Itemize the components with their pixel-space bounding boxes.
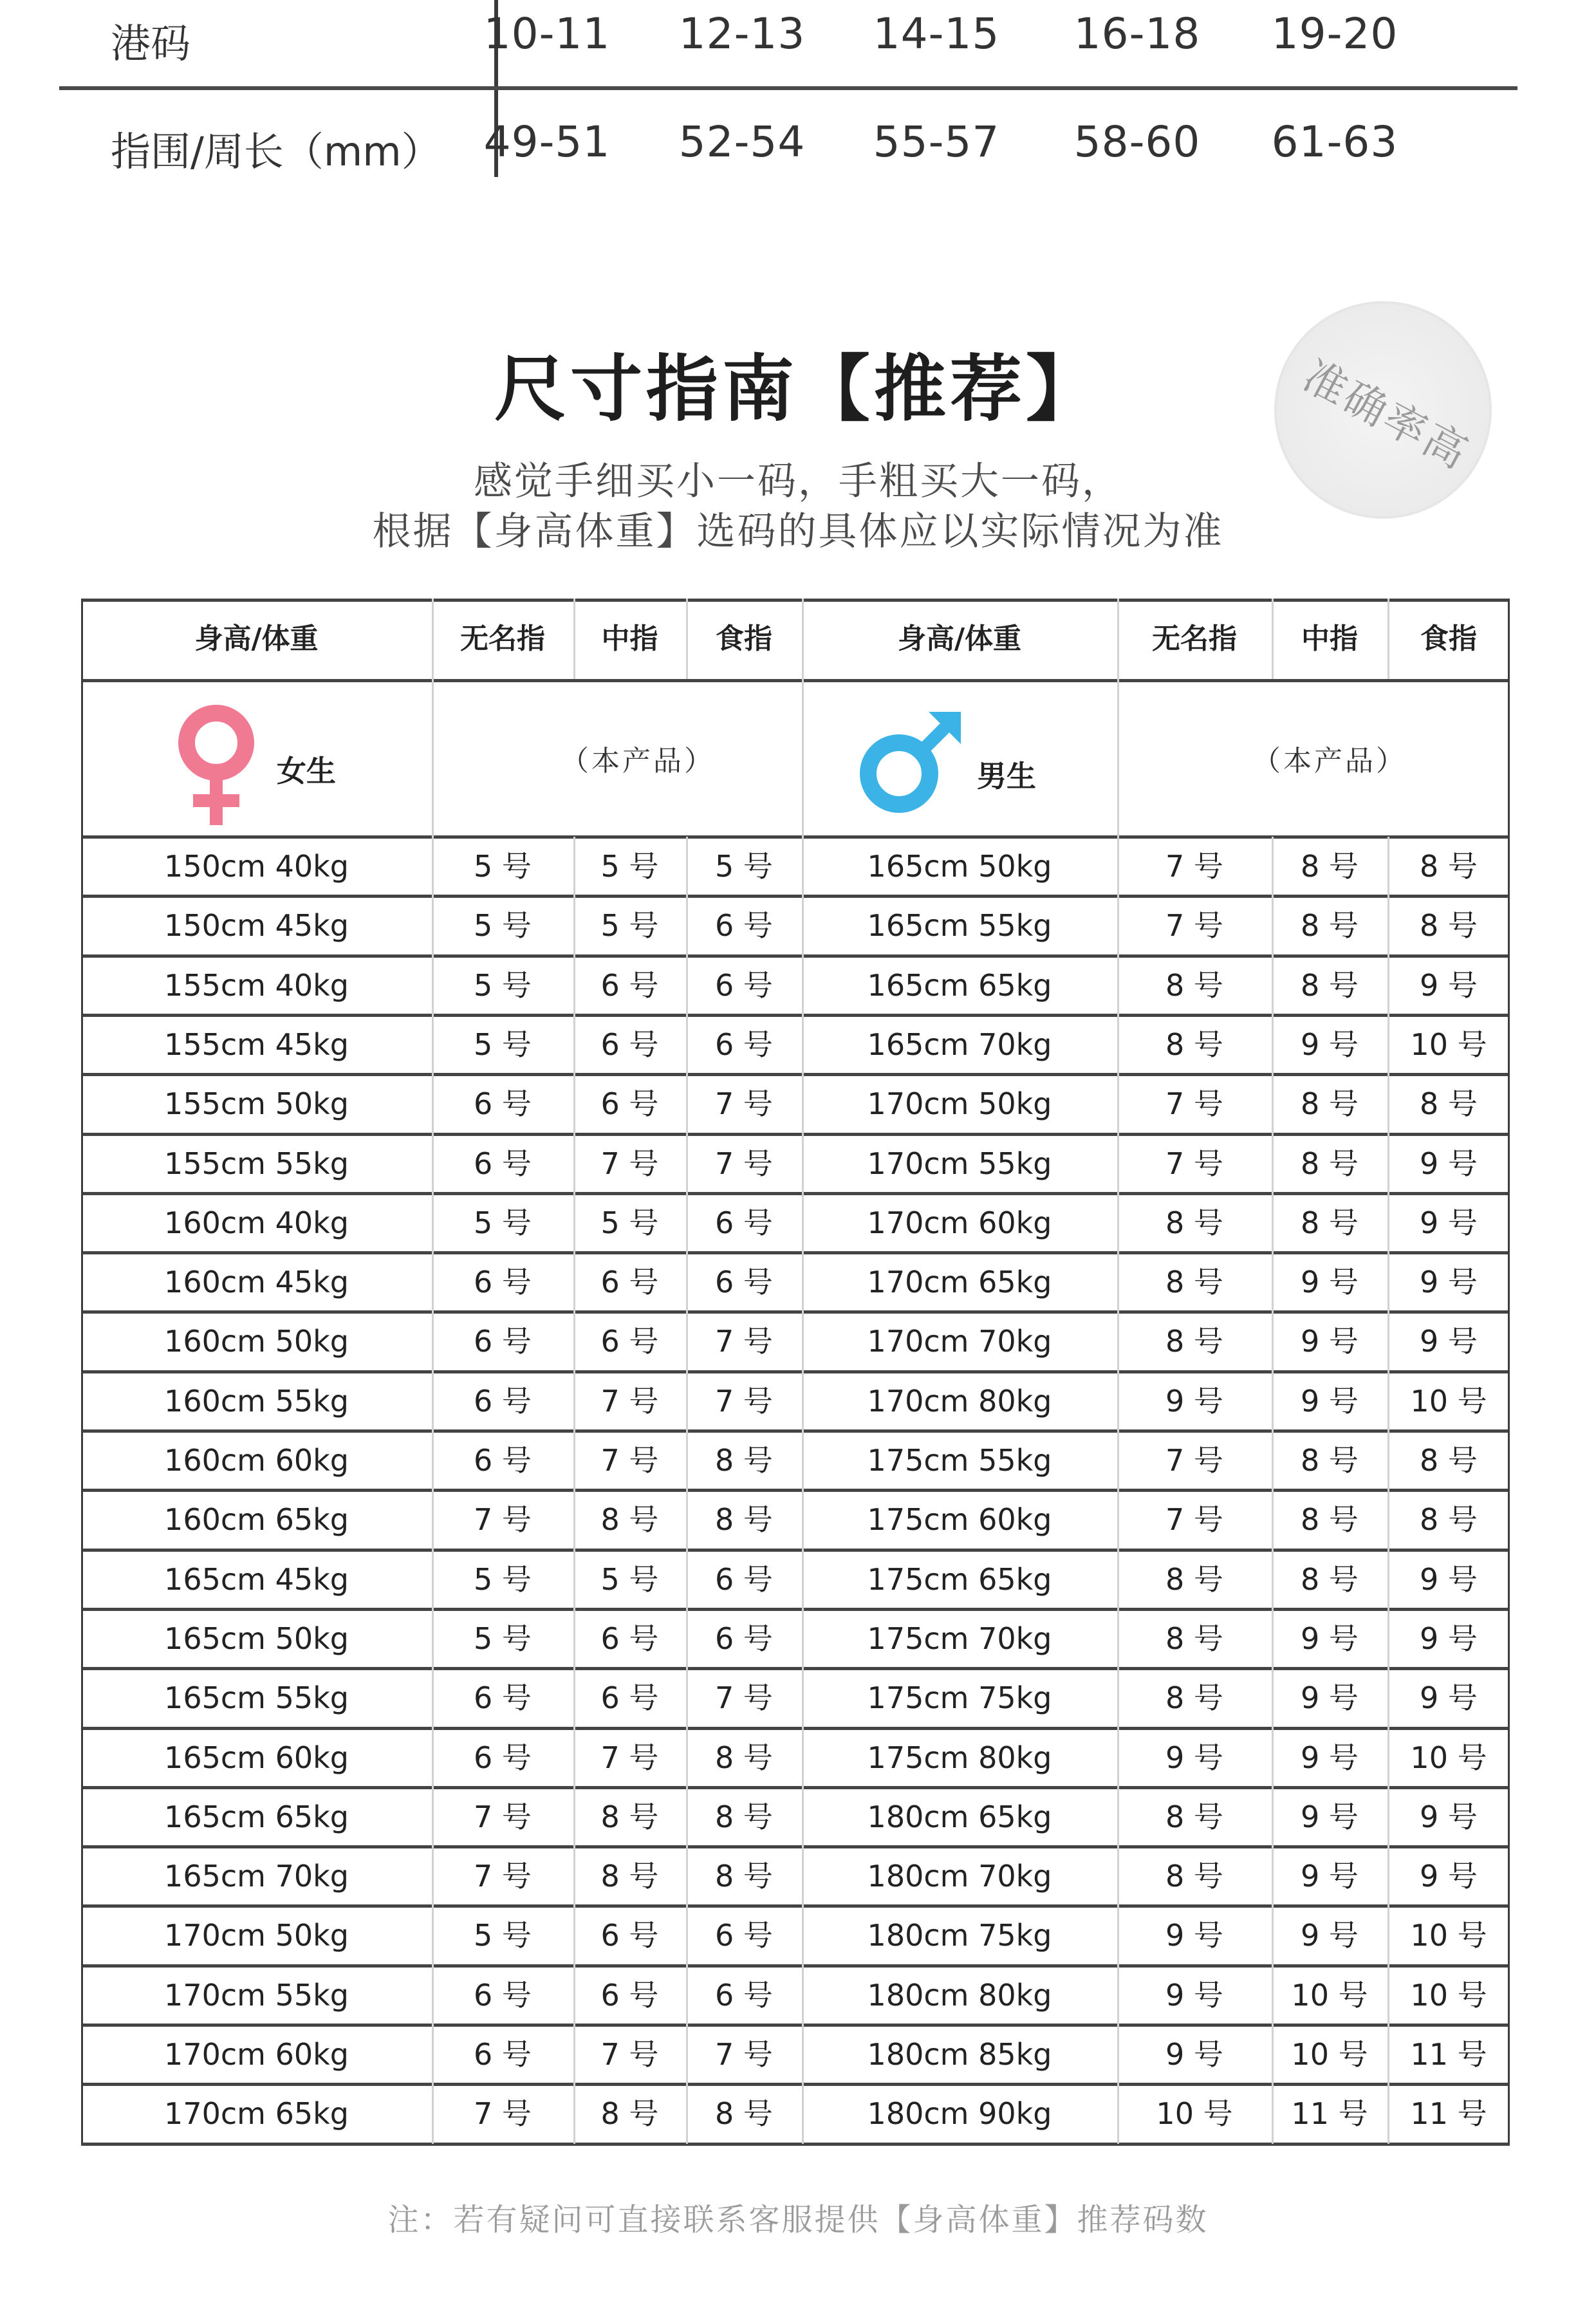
ring-size-cell: 5 号 [474,908,532,944]
female-label: 女生 [277,754,336,788]
male-icon [857,707,966,816]
ring-size-cell: 7 号 [1165,908,1223,944]
ring-size-cell: 7 号 [1165,1086,1223,1122]
table-divider [59,86,1517,90]
ring-size-cell: 9 号 [1301,1680,1359,1716]
ring-size-cell: 6 号 [715,1621,773,1656]
ring-size-cell: 8 号 [1301,908,1359,944]
ring-size-cell: 7 号 [600,1443,659,1478]
ring-size-cell: 7 号 [715,1324,773,1359]
ring-size-cell: 5 号 [600,1205,659,1240]
height-weight-cell: 160cm 50kg [164,1324,349,1359]
ring-size-cell: 6 号 [474,1265,532,1300]
height-weight-cell: 160cm 45kg [164,1265,349,1300]
row-divider [81,679,1510,682]
ring-size-cell: 8 号 [1165,967,1223,1003]
ring-size-cell: 7 号 [715,2037,773,2072]
ring-size-cell: 9 号 [1165,1977,1223,2013]
ring-size-cell: 6 号 [600,1621,659,1656]
ring-size-cell: 6 号 [600,1324,659,1359]
height-weight-cell: 170cm 55kg [867,1146,1052,1181]
ring-size-cell: 9 号 [1420,967,1478,1003]
ring-size-cell: 8 号 [715,1740,773,1775]
ring-size-cell: 7 号 [600,1383,659,1419]
ring-size-cell: 9 号 [1420,1265,1478,1300]
female-icon [171,703,261,832]
subtitle-line-2: 根据【身高体重】选码的具体应以实际情况为准 [372,509,1224,554]
height-weight-cell: 165cm 65kg [164,1799,349,1834]
height-weight-cell: 160cm 65kg [164,1502,349,1538]
height-weight-cell: 165cm 45kg [164,1561,349,1597]
ring-size-cell: 6 号 [474,1680,532,1716]
hk-size-value: 14-15 [873,9,1000,59]
height-weight-cell: 170cm 80kg [867,1383,1052,1419]
ring-size-cell: 9 号 [1301,1383,1359,1419]
column-header: 中指 [601,622,658,655]
height-weight-cell: 170cm 50kg [164,1918,349,1953]
accuracy-stamp [1274,301,1492,519]
ring-size-cell: 8 号 [1301,1502,1359,1538]
ring-size-cell: 9 号 [1420,1859,1478,1894]
height-weight-cell: 180cm 75kg [867,1918,1052,1953]
ring-size-cell: 8 号 [600,1799,659,1834]
ring-size-cell: 8 号 [1420,908,1478,944]
ring-size-cell: 8 号 [1165,1680,1223,1716]
ring-size-cell: 6 号 [715,908,773,944]
page-title: 尺寸指南【推荐】 [494,348,1102,431]
ring-size-cell: 10 号 [1410,1918,1487,1953]
ring-size-cell: 9 号 [1420,1324,1478,1359]
ring-size-cell: 11 号 [1410,2096,1487,2132]
ring-size-cell: 9 号 [1165,2037,1223,2072]
ring-size-cell: 5 号 [474,1621,532,1656]
ring-size-cell: 7 号 [715,1086,773,1122]
ring-size-cell: 9 号 [1301,1621,1359,1656]
product-note-female: （本产品） [561,745,715,777]
height-weight-cell: 170cm 50kg [867,1086,1052,1122]
ring-size-cell: 10 号 [1291,1977,1368,2013]
ring-size-cell: 10 号 [1291,2037,1368,2072]
ring-size-cell: 10 号 [1410,1977,1487,2013]
ring-size-cell: 8 号 [1301,1146,1359,1181]
ring-size-cell: 8 号 [1301,1205,1359,1240]
ring-size-cell: 8 号 [1301,1443,1359,1478]
ring-size-cell: 7 号 [600,1146,659,1181]
ring-size-cell: 8 号 [1420,849,1478,884]
height-weight-cell: 165cm 55kg [867,908,1052,944]
ring-size-cell: 5 号 [600,908,659,944]
ring-size-cell: 8 号 [600,2096,659,2132]
ring-size-cell: 6 号 [474,2037,532,2072]
ring-size-cell: 9 号 [1301,1027,1359,1062]
height-weight-cell: 175cm 70kg [867,1621,1052,1656]
ring-size-cell: 6 号 [715,1027,773,1062]
height-weight-cell: 160cm 55kg [164,1383,349,1419]
ring-size-cell: 6 号 [600,1977,659,2013]
ring-size-cell: 10 号 [1410,1740,1487,1775]
circumference-value: 58-60 [1073,117,1201,167]
circumference-value: 55-57 [873,117,1000,167]
stamp-text: 准确率高 [1295,351,1478,479]
hk-size-value: 16-18 [1073,9,1201,59]
subtitle-line-1: 感觉手细买小一码，手粗买大一码， [474,459,1122,504]
ring-size-cell: 8 号 [715,1859,773,1894]
ring-size-cell: 6 号 [715,1265,773,1300]
ring-size-cell: 9 号 [1165,1918,1223,1953]
height-weight-cell: 165cm 70kg [867,1027,1052,1062]
height-weight-cell: 170cm 60kg [164,2037,349,2072]
ring-size-cell: 5 号 [715,849,773,884]
hk-size-value: 10-11 [483,9,611,59]
height-weight-cell: 150cm 45kg [164,908,349,944]
ring-size-cell: 8 号 [715,1443,773,1478]
ring-size-cell: 6 号 [600,1086,659,1122]
ring-size-cell: 8 号 [1420,1443,1478,1478]
ring-size-cell: 8 号 [715,1799,773,1834]
column-header: 身高/体重 [194,622,319,655]
ring-size-cell: 8 号 [1165,1621,1223,1656]
ring-size-cell: 11 号 [1291,2096,1368,2132]
height-weight-cell: 150cm 40kg [164,849,349,884]
ring-size-cell: 5 号 [474,1027,532,1062]
ring-size-cell: 6 号 [474,1443,532,1478]
height-weight-cell: 170cm 70kg [867,1324,1052,1359]
column-header: 中指 [1301,622,1358,655]
ring-size-cell: 7 号 [474,1859,532,1894]
ring-size-cell: 6 号 [474,1086,532,1122]
ring-size-cell: 8 号 [1165,1561,1223,1597]
ring-size-cell: 9 号 [1420,1680,1478,1716]
height-weight-cell: 165cm 70kg [164,1859,349,1894]
height-weight-cell: 170cm 65kg [867,1265,1052,1300]
ring-size-cell: 10 号 [1410,1383,1487,1419]
height-weight-cell: 165cm 65kg [867,967,1052,1003]
column-header: 身高/体重 [897,622,1022,655]
footer-note: 注：若有疑问可直接联系客服提供【身高体重】推荐码数 [387,2202,1209,2238]
ring-size-cell: 6 号 [600,1027,659,1062]
ring-size-cell: 7 号 [1165,1502,1223,1538]
ring-size-cell: 8 号 [1301,849,1359,884]
ring-size-cell: 9 号 [1165,1383,1223,1419]
height-weight-cell: 160cm 60kg [164,1443,349,1478]
column-header: 食指 [716,622,772,655]
circumference-value: 52-54 [678,117,806,167]
ring-size-cell: 6 号 [715,1205,773,1240]
circumference-value: 61-63 [1271,117,1398,167]
ring-size-cell: 8 号 [715,1502,773,1538]
height-weight-cell: 165cm 50kg [164,1621,349,1656]
ring-size-cell: 8 号 [1165,1324,1223,1359]
height-weight-cell: 155cm 45kg [164,1027,349,1062]
ring-size-cell: 7 号 [715,1146,773,1181]
ring-size-cell: 5 号 [600,1561,659,1597]
circumference-value: 49-51 [483,117,611,167]
ring-size-cell: 6 号 [600,1680,659,1716]
ring-size-cell: 5 号 [474,967,532,1003]
ring-size-cell: 9 号 [1301,1265,1359,1300]
height-weight-cell: 170cm 55kg [164,1977,349,2013]
ring-size-cell: 10 号 [1410,1027,1487,1062]
ring-size-cell: 8 号 [1301,1561,1359,1597]
ring-size-cell: 10 号 [1156,2096,1233,2132]
male-label: 男生 [977,759,1036,794]
ring-size-cell: 8 号 [715,2096,773,2132]
ring-size-cell: 9 号 [1301,1799,1359,1834]
height-weight-cell: 170cm 60kg [867,1205,1052,1240]
ring-size-cell: 8 号 [1165,1265,1223,1300]
height-weight-cell: 155cm 40kg [164,967,349,1003]
ring-size-cell: 6 号 [600,967,659,1003]
height-weight-cell: 180cm 65kg [867,1799,1052,1834]
ring-size-cell: 6 号 [474,1740,532,1775]
ring-size-cell: 9 号 [1420,1621,1478,1656]
ring-size-cell: 6 号 [474,1146,532,1181]
ring-size-cell: 9 号 [1301,1918,1359,1953]
ring-size-cell: 7 号 [600,1740,659,1775]
height-weight-cell: 175cm 55kg [867,1443,1052,1478]
ring-size-cell: 5 号 [474,849,532,884]
circumference-label: 指围/周长（mm） [111,128,441,175]
ring-size-cell: 6 号 [715,967,773,1003]
height-weight-cell: 155cm 50kg [164,1086,349,1122]
ring-size-cell: 5 号 [474,1561,532,1597]
ring-size-cell: 8 号 [1165,1859,1223,1894]
ring-size-cell: 7 号 [1165,1146,1223,1181]
ring-size-cell: 7 号 [474,1799,532,1834]
ring-size-cell: 6 号 [715,1561,773,1597]
ring-size-cell: 6 号 [715,1918,773,1953]
ring-size-cell: 8 号 [1420,1086,1478,1122]
height-weight-cell: 165cm 60kg [164,1740,349,1775]
ring-size-cell: 6 号 [474,1383,532,1419]
hk-size-value: 12-13 [678,9,806,59]
ring-size-cell: 8 号 [600,1502,659,1538]
ring-size-cell: 7 号 [715,1383,773,1419]
ring-size-cell: 7 号 [474,1502,532,1538]
ring-size-cell: 9 号 [1301,1324,1359,1359]
ring-size-cell: 8 号 [1301,1086,1359,1122]
height-weight-cell: 175cm 80kg [867,1740,1052,1775]
height-weight-cell: 180cm 80kg [867,1977,1052,2013]
ring-size-cell: 5 号 [474,1918,532,1953]
height-weight-cell: 160cm 40kg [164,1205,349,1240]
column-header: 食指 [1420,622,1477,655]
height-weight-cell: 180cm 90kg [867,2096,1052,2132]
height-weight-cell: 175cm 60kg [867,1502,1052,1538]
height-weight-cell: 155cm 55kg [164,1146,349,1181]
hk-size-label: 港码 [111,20,191,67]
ring-size-cell: 5 号 [474,1205,532,1240]
ring-size-cell: 7 号 [715,1680,773,1716]
ring-size-cell: 6 号 [474,1977,532,2013]
column-header: 无名指 [1152,622,1237,655]
height-weight-cell: 175cm 75kg [867,1680,1052,1716]
ring-size-cell: 7 号 [1165,849,1223,884]
ring-size-cell: 9 号 [1420,1561,1478,1597]
ring-size-cell: 8 号 [1165,1027,1223,1062]
height-weight-cell: 165cm 55kg [164,1680,349,1716]
ring-size-cell: 9 号 [1420,1205,1478,1240]
ring-size-cell: 8 号 [1301,967,1359,1003]
ring-size-cell: 8 号 [1420,1502,1478,1538]
ring-size-cell: 7 号 [600,2037,659,2072]
ring-size-cell: 8 号 [600,1859,659,1894]
ring-size-cell: 9 号 [1301,1859,1359,1894]
product-note-male: （本产品） [1252,745,1407,777]
ring-size-cell: 7 号 [474,2096,532,2132]
ring-size-cell: 9 号 [1165,1740,1223,1775]
height-weight-cell: 170cm 65kg [164,2096,349,2132]
height-weight-cell: 180cm 70kg [867,1859,1052,1894]
ring-size-cell: 6 号 [600,1265,659,1300]
height-weight-cell: 175cm 65kg [867,1561,1052,1597]
ring-size-cell: 9 号 [1420,1146,1478,1181]
ring-size-cell: 7 号 [1165,1443,1223,1478]
ring-size-cell: 6 号 [600,1918,659,1953]
size-recommendation-table [81,599,1510,2143]
ring-size-cell: 5 号 [600,849,659,884]
hk-size-value: 19-20 [1271,9,1398,59]
height-weight-cell: 165cm 50kg [867,849,1052,884]
ring-size-cell: 8 号 [1165,1205,1223,1240]
height-weight-cell: 180cm 85kg [867,2037,1052,2072]
ring-size-cell: 6 号 [474,1324,532,1359]
ring-size-cell: 11 号 [1410,2037,1487,2072]
ring-size-cell: 9 号 [1420,1799,1478,1834]
ring-size-cell: 6 号 [715,1977,773,2013]
ring-size-cell: 9 号 [1301,1740,1359,1775]
ring-size-cell: 8 号 [1165,1799,1223,1834]
column-header: 无名指 [460,622,545,655]
hk-size-table [59,0,1517,177]
